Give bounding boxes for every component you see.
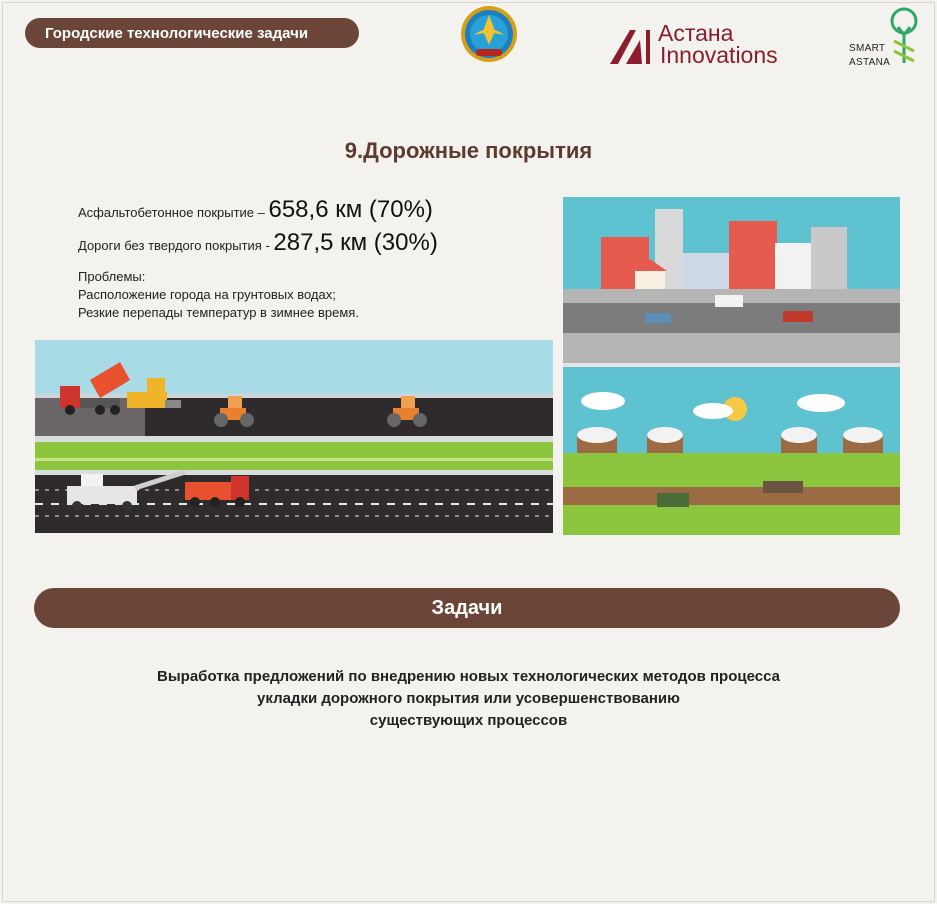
tasks-line: укладки дорожного покрытия или усовершенствованию — [257, 690, 680, 707]
stat-asphalt-label: Асфальтобетонное покрытие – — [78, 205, 269, 220]
astana-innovations-logo — [608, 20, 790, 68]
stat-asphalt — [78, 196, 433, 224]
problems-heading: Проблемы: — [78, 269, 146, 284]
tasks-line: Выработка предложений по внедрению новых технологических методов процесса — [157, 668, 780, 685]
city-and-countryside-illustration — [563, 197, 900, 535]
partner-logo-line1: Астана — [658, 20, 734, 46]
tasks-section-bar — [34, 588, 900, 628]
problem-item: Расположение города на грунтовых водах; — [78, 287, 336, 302]
problem-item: Резкие перепады температур в зимнее время. — [78, 305, 359, 320]
section-title: 9.Дорожные покрытия — [344, 138, 593, 163]
tasks-heading: Задачи — [431, 596, 503, 619]
problems-block — [78, 268, 359, 322]
smart-astana-icon — [880, 5, 930, 67]
header-pill: Городские технологические задачи — [25, 18, 359, 48]
tasks-line: существующих процессов — [369, 712, 568, 729]
tasks-description — [80, 666, 857, 732]
stat-unpaved — [78, 229, 438, 257]
partner-logo-line2: Innovations — [660, 42, 778, 68]
stat-unpaved-label: Дороги без твердого покрытия - — [78, 238, 274, 253]
smart-logo-line1: SMART — [849, 43, 886, 54]
smart-logo-line2: ASTANA — [849, 57, 891, 68]
stat-unpaved-value: 287,5 км (30%) — [273, 229, 438, 256]
road-construction-illustration — [35, 340, 553, 533]
astana-emblem-icon — [460, 5, 518, 63]
stat-asphalt-value: 658,6 км (70%) — [268, 196, 433, 223]
astana-innovations-mark-icon — [608, 28, 654, 66]
